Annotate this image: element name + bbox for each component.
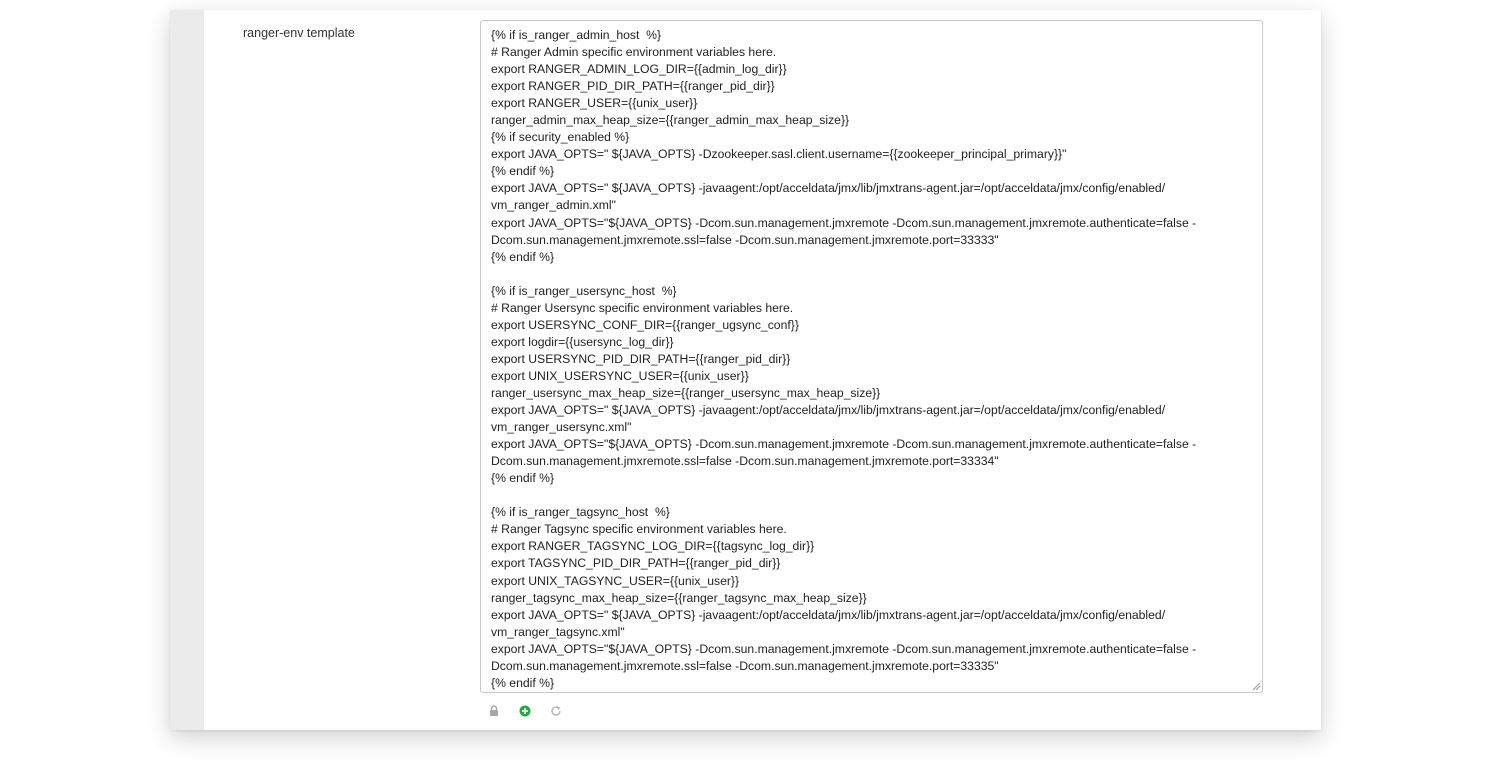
template-text[interactable]: {% if is_ranger_admin_host %} # Ranger Admin specific environment variables here. export RANGER_ADMIN_LOG_DIR={{admin_log_dir}} export RANGER_PID_DIR_PATH={{ranger_pid_dir}} export RANGER_USER={{unix_user}} ranger_admin_max_heap_size={{ranger_admin_max_heap_size}} {% if security_enabled %} export JAVA_OPTS=" ${JAVA_OPTS} -Dzookeeper.sasl.client.username={{zookeeper_principal_primary}}" {% endif %} export JAVA_OPTS=" ${JAVA_OPTS} -javaagent:/opt/acceldata/jmx/lib/jmxtrans-agent.jar=/opt/acceldata/jmx/config/enabled/ vm_ranger_admin.xml" export JAVA_OPTS="${JAVA_OPTS} -Dcom.sun.management.jmxremote -Dcom.sun.management.jmxremote.authenticate=false - Dcom.sun.management.jmxremote.ssl=false -Dcom.sun.management.jmxremote.port=33333" {% endif %} {% if is_ranger_usersync_host %} # Ranger Usersync specific environment variables here. export USERSYNC_CONF_DIR={{ranger_ugsync_conf}} export logdir={{usersync_log_dir}} export USERSYNC_PID_DIR_PATH={{ranger_pid_dir}} export UNIX_USERSYNC_USER={{unix_user}} ranger_usersync_max_heap_size={{ranger_usersync_max_heap_size}} export JAVA_OPTS=" ${JAVA_OPTS} -javaagent:/opt/acceldata/jmx/lib/jmxtrans-agent.jar=/opt/acceldata/jmx/config/enabled/ vm_ranger_usersync.xml" export JAVA_OPTS="${JAVA_OPTS} -Dcom.sun.management.jmxremote -Dcom.sun.management.jmxremote.authenticate=false - Dcom.sun.management.jmxremote.ssl=false -Dcom.sun.management.jmxremote.port=33334" {% endif %} {% if is_ranger_tagsync_host %} # Ranger Tagsync specific environment variables here. export RANGER_TAGSYNC_LOG_DIR={{tagsync_log_dir}} export TAGSYNC_PID_DIR_PATH={{ranger_pid_dir}} export UNIX_TAGSYNC_USER={{unix_user}} ranger_tagsync_max_heap_size={{ranger_tagsync_max_heap_size}} export JAVA_OPTS=" ${JAVA_OPTS} -javaagent:/opt/acceldata/jmx/lib/jmxtrans-agent.jar=/opt/acceldata/jmx/config/enabled/ vm_ranger_tagsync.xml" export JAVA_OPTS="${JAVA_OPTS} -Dcom.sun.management.jmxremote -Dcom.sun.management.jmxremote.authenticate=false - Dcom.sun.management.jmxremote.ssl=false -Dcom.sun.management.jmxremote.port=33335" {% endif %}	[491, 28, 1197, 690]
lock-icon[interactable]	[486, 703, 502, 719]
left-rail	[170, 10, 204, 730]
refresh-icon[interactable]	[548, 703, 564, 719]
ranger-env-template-textarea[interactable]	[480, 20, 1263, 693]
config-property-panel	[170, 10, 1321, 730]
property-actions	[486, 703, 579, 719]
property-label: ranger-env template	[243, 26, 355, 40]
resize-handle-icon[interactable]	[1251, 681, 1261, 691]
plus-circle-icon[interactable]	[517, 703, 533, 719]
